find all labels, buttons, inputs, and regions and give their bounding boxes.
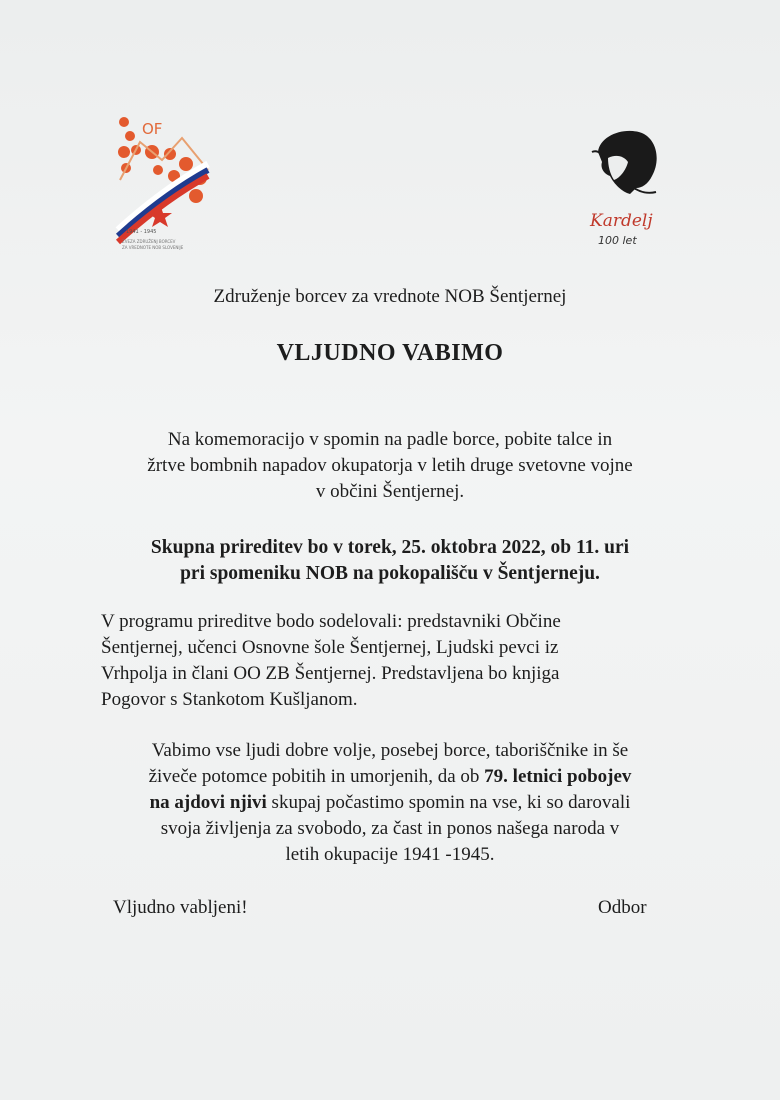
of-logo (112, 112, 212, 254)
program-paragraph (101, 609, 701, 713)
intro-paragraph (0, 427, 780, 505)
of-emblem-graphic (112, 112, 212, 254)
signature-mark: Kardelj (590, 211, 653, 231)
event-line: pri spomeniku NOB na pokopališču v Šentjerneju. (180, 563, 600, 584)
svg-text:ZVEZA ZDRUŽENJ BORCEV: ZVEZA ZDRUŽENJ BORCEV (122, 239, 176, 244)
program-line: Vrhpolja in člani OO ZB Šentjernej. Predstavljena bo knjiga (101, 663, 560, 684)
invitation-line: svoja življenja za svobodo, za čast in ponos našega naroda v (160, 818, 620, 839)
location-emphasis: na ajdovi njivi (149, 792, 267, 813)
invitation-paragraph (0, 738, 780, 868)
program-line: Pogovor s Stankotom Kušljanom. (101, 689, 358, 710)
event-line: Skupna prireditev bo v torek, 25. oktobra 2022, ob 11. uri (150, 537, 630, 558)
intro-line: žrtve bombnih napadov okupatorja v letih druge svetovne vojne (147, 455, 633, 476)
svg-text:ZA VREDNOTE NOB SLOVENIJE: ZA VREDNOTE NOB SLOVENIJE (122, 245, 184, 250)
of-logo-text: OF (142, 120, 163, 138)
page-title: VLJUDNO VABIMO (276, 340, 504, 366)
portrait-sketch-icon (578, 122, 668, 232)
anniversary-label: 100 let (598, 234, 637, 247)
kardelj-100-logo (578, 122, 668, 252)
organization-name: Združenje borcev za vrednote NOB Šentjernej (213, 286, 567, 307)
anniversary-emphasis: 79. letnici pobojev (484, 766, 632, 787)
invitation-line: Vabimo vse ljudi dobre volje, posebej borce, taboriščnike in še (151, 740, 629, 761)
invitation-line: letih okupacije 1941 -1945. (285, 844, 495, 865)
intro-line: v občini Šentjernej. (315, 481, 465, 502)
closing-signature: Odbor (598, 897, 647, 918)
svg-text:1941 - 1945: 1941 - 1945 (126, 229, 157, 235)
program-line: V programu prireditve bodo sodelovali: predstavniki Občine (101, 611, 561, 632)
closing-greeting: Vljudno vabljeni! (113, 897, 248, 918)
invitation-line: na ajdovi njivi skupaj počastimo spomin na vse, ki so darovali (149, 792, 631, 813)
intro-line: Na komemoracijo v spomin na padle borce, pobite talce in (167, 429, 613, 450)
event-details (0, 535, 780, 587)
program-line: Šentjernej, učenci Osnovne šole Šentjernej, Ljudski pevci iz (101, 637, 559, 658)
invitation-line: živeče potomce pobitih in umorjenih, da ob 79. letnici pobojev (148, 766, 632, 787)
